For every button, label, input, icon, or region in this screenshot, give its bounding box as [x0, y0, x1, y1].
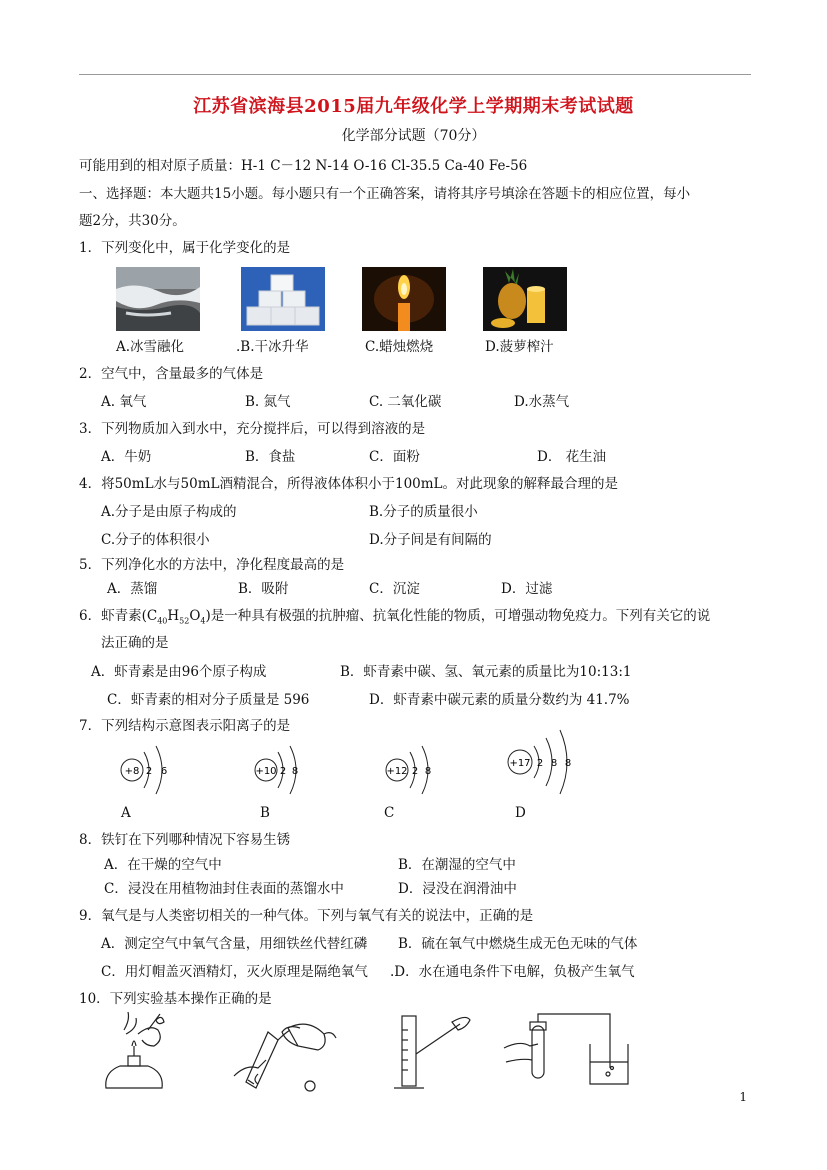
- dry-ice-cubes-photo: [241, 267, 325, 331]
- shell-label-d-1: 2: [536, 758, 544, 769]
- q3-stem: 3．下列物质加入到水中，充分搅拌后，可以得到溶液的是: [79, 421, 426, 437]
- q4-option-b: B.分子的质量很小: [369, 504, 478, 520]
- shell-label-c-2: 8: [424, 766, 432, 777]
- q1-option-a: A.冰雪融化: [116, 339, 185, 355]
- q8-option-d: D．浸没在润滑油中: [398, 881, 517, 897]
- pouring-liquid-into-test-tube-diagram: [228, 1010, 338, 1099]
- q5-option-a: A．蒸馏: [107, 581, 158, 597]
- q2-option-d: D.水蒸气: [514, 394, 570, 410]
- q2-option-c: C. 二氧化碳: [369, 394, 442, 410]
- page-title: 江苏省滨海县2015届九年级化学上学期期末考试试题: [193, 96, 634, 117]
- q7-label-a: A: [121, 805, 131, 821]
- section1-line1: 一、选择题：本大题共15小题。每小题只有一个正确答案，请将其序号填涂在答题卡的相应位置，每小: [79, 186, 691, 202]
- shell-label-b-2: 8: [291, 766, 299, 777]
- q9-option-b: B．硫在氧气中燃烧生成无色无味的气体: [398, 936, 638, 952]
- q4-option-c: C.分子的体积很小: [101, 532, 210, 548]
- page-subtitle: 化学部分试题（70分）: [341, 128, 486, 144]
- q5-stem: 5．下列净化水的方法中，净化程度最高的是: [79, 557, 345, 573]
- shell-label-c-1: 2: [411, 766, 419, 777]
- checking-airtightness-diagram: [500, 1010, 640, 1099]
- q2-stem: 2．空气中，含量最多的气体是: [79, 366, 264, 382]
- q6-option-b: B．虾青素中碳、氢、氧元素的质量比为10:13:1: [340, 664, 632, 680]
- nucleus-label-b: +10: [255, 766, 277, 777]
- q10-stem: 10．下列实验基本操作正确的是: [79, 991, 272, 1007]
- q7-stem: 7．下列结构示意图表示阳离子的是: [79, 718, 291, 734]
- pineapple-juice-photo: [483, 267, 567, 331]
- q4-option-d: D.分子间是有间隔的: [369, 532, 492, 548]
- q1-stem: 1．下列变化中，属于化学变化的是: [79, 240, 291, 256]
- atom-diagram-d: [504, 728, 594, 802]
- shell-label-a-2: 6: [160, 766, 168, 777]
- q7-label-c: C: [384, 805, 395, 821]
- nucleus-label-d: +17: [509, 758, 531, 769]
- q6-option-c: C．虾青素的相对分子质量是 596: [107, 692, 310, 708]
- shell-label-b-1: 2: [279, 766, 287, 777]
- q2-option-a: A. 氧气: [101, 394, 147, 410]
- q5-option-d: D．过滤: [501, 581, 553, 597]
- q1-option-d: D.菠萝榨汁: [485, 339, 554, 355]
- atomic-masses: 可能用到的相对原子质量：H-1 C－12 N-14 O-16 Cl-35.5 Ca-40 Fe-56: [79, 158, 528, 174]
- q9-option-a: A．测定空气中氧气含量，用细铁丝代替红磷: [101, 936, 368, 952]
- q7-label-b: B: [260, 805, 270, 821]
- q6-option-d: D．虾青素中碳元素的质量分数约为 41.7%: [369, 692, 630, 708]
- q4-option-a: A.分子是由原子构成的: [101, 504, 237, 520]
- q9-option-c: C．用灯帽盖灭酒精灯，灭火原理是隔绝氧气: [101, 964, 368, 980]
- q7-label-d: D: [515, 805, 526, 821]
- shell-label-a-1: 2: [145, 766, 153, 777]
- q1-option-c: C.蜡烛燃烧: [365, 339, 434, 355]
- lighting-alcohol-lamp-diagram: [98, 1010, 178, 1099]
- header-rule: [79, 74, 751, 75]
- shell-label-d-2: 8: [550, 758, 558, 769]
- shell-label-d-3: 8: [564, 758, 572, 769]
- burning-candle-photo: [362, 267, 446, 331]
- q3-option-d: D． 花生油: [537, 449, 607, 465]
- q1-option-b: .B.干冰升华: [236, 339, 309, 355]
- q4-stem: 4．将50mL水与50mL酒精混合，所得液体体积小于100mL。对此现象的解释最合理的是: [79, 476, 619, 492]
- atom-diagram-c: [380, 742, 460, 806]
- page-number: 1: [739, 1090, 747, 1104]
- q5-option-c: C．沉淀: [369, 581, 420, 597]
- nucleus-label-c: +12: [386, 766, 408, 777]
- q6-stem-line2: 法正确的是: [101, 635, 169, 651]
- nucleus-label-a: +8: [124, 766, 140, 777]
- q8-option-a: A．在干燥的空气中: [104, 857, 222, 873]
- ice-snow-melting-photo: [116, 267, 200, 331]
- q6-stem: 6．虾青素$(C_{40}H_{52}O_4)$是一种具有极强的抗肿瘤、抗氧化性能的物质，可增强动物免疫力。下列有关它的说: [79, 608, 711, 626]
- q2-option-b: B. 氮气: [245, 394, 291, 410]
- q8-option-b: B．在潮湿的空气中: [398, 857, 516, 873]
- q3-option-b: B．食盐: [245, 449, 296, 465]
- q5-option-b: B．吸附: [238, 581, 289, 597]
- q9-stem: 9．氧气是与人类密切相关的一种气体。下列与氧气有关的说法中，正确的是: [79, 908, 534, 924]
- q8-stem: 8．铁钉在下列哪种情况下容易生锈: [79, 832, 291, 848]
- q9-option-d: .D．水在通电条件下电解，负极产生氧气: [390, 964, 635, 980]
- q6-option-a: A．虾青素是由96个原子构成: [91, 664, 267, 680]
- section1-line2: 题2分，共30分。: [79, 213, 186, 229]
- atom-diagram-a: [116, 742, 196, 806]
- q3-option-a: A．牛奶: [101, 449, 152, 465]
- atom-diagram-b: [250, 742, 330, 806]
- reading-graduated-cylinder-diagram: [380, 1010, 480, 1099]
- q3-option-c: C．面粉: [369, 449, 420, 465]
- q8-option-c: C．浸没在用植物油封住表面的蒸馏水中: [104, 881, 344, 897]
